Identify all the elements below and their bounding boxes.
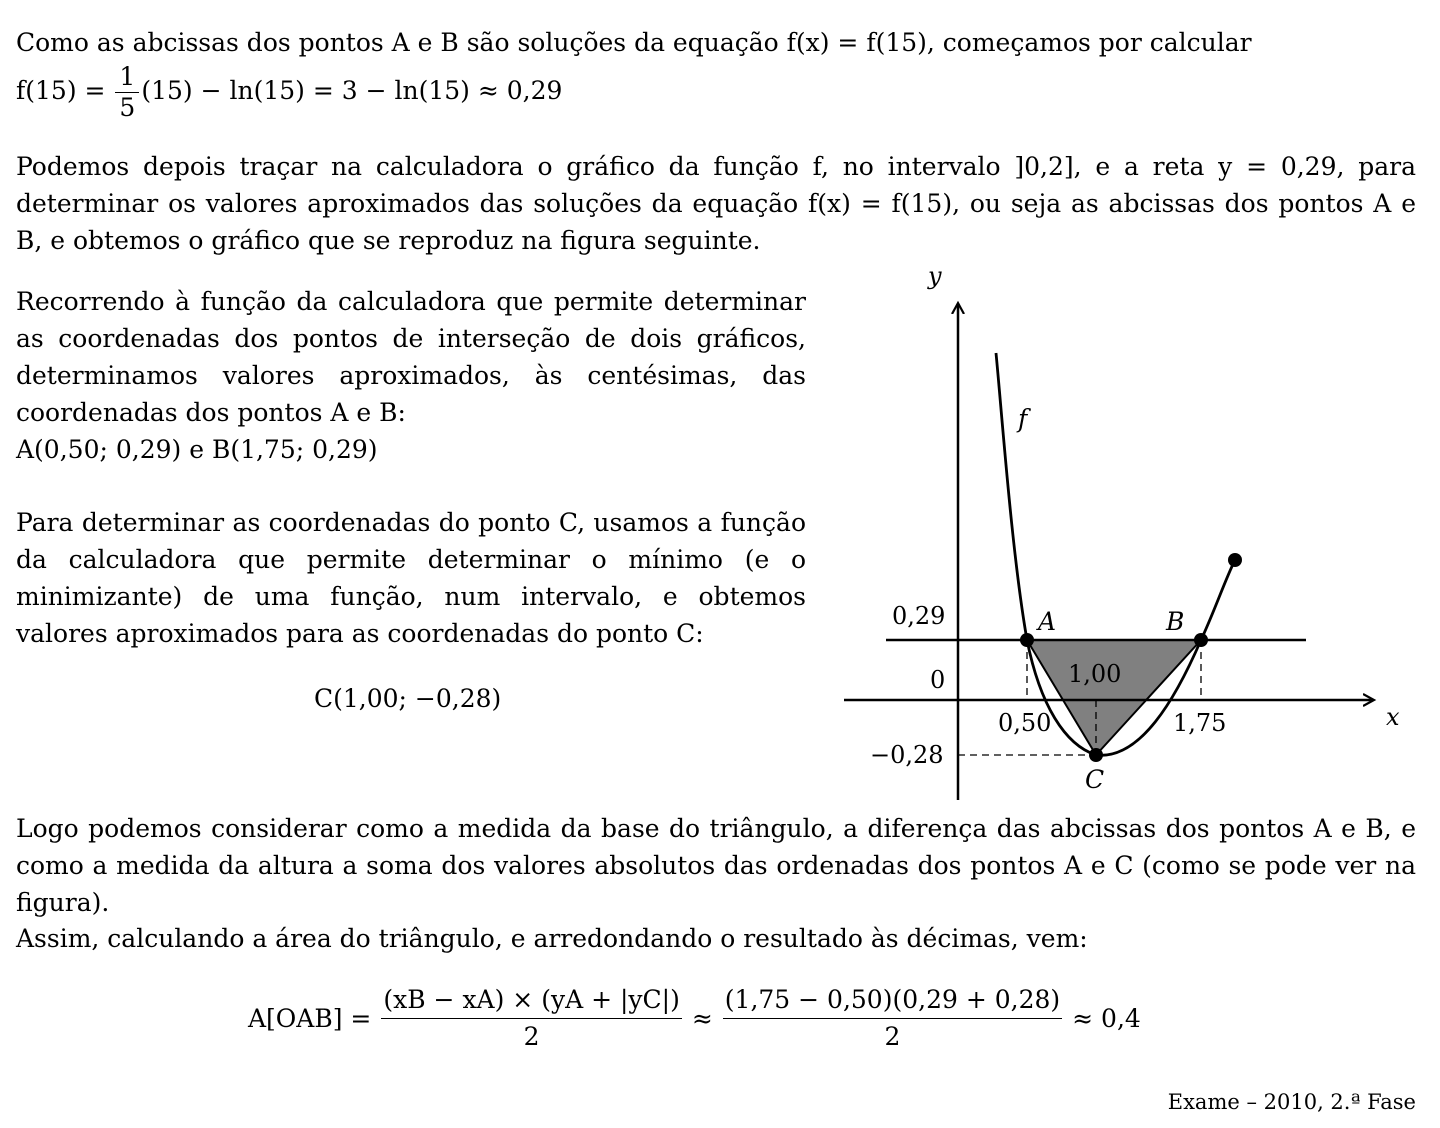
axis-y-label: y xyxy=(928,262,942,290)
point-b xyxy=(1194,633,1208,647)
triangle-abc xyxy=(1027,640,1201,755)
conclusion-paragraph-1: Logo podemos considerar como a medida da base do triângulo, a diferença das abcissas dos pontos A e B, e como a medida da altura a soma dos valores absolutos das ordenadas dos pontos A e C (como se pode ver na figura). xyxy=(16,814,1416,917)
area-frac1-den: 2 xyxy=(523,1022,540,1051)
intro-calculation xyxy=(16,62,562,123)
area-fraction-numeric xyxy=(723,982,1062,1055)
tick-x-100: 1,00 xyxy=(1068,660,1122,688)
tick-x-175: 1,75 xyxy=(1173,709,1227,737)
axis-x-label: x xyxy=(1386,703,1400,731)
area-lhs: A[OAB] = xyxy=(248,1004,372,1033)
tick-x-050: 0,50 xyxy=(998,709,1052,737)
area-frac2-den: 2 xyxy=(884,1022,901,1051)
left-column xyxy=(16,283,806,652)
tick-y-0: 0 xyxy=(930,666,946,694)
area-frac2-num: (1,75 − 0,50)(0,29 + 0,28) xyxy=(723,982,1062,1019)
source-citation: Exame – 2010, 2.ª Fase xyxy=(1167,1090,1416,1114)
label-a: A xyxy=(1038,607,1057,636)
curve-endpoint xyxy=(1228,553,1242,567)
conclusion-paragraph-2: Assim, calculando a área do triângulo, e arredondando o resultado às décimas, vem: xyxy=(16,924,1088,953)
function-label: f xyxy=(1018,404,1028,433)
label-c: C xyxy=(1085,765,1105,794)
tick-y-029: 0,29 xyxy=(892,602,946,630)
label-b: B xyxy=(1166,607,1185,636)
graph-paragraph: Podemos depois traçar na calculadora o gráfico da função f, no intervalo ]0,2], e a reta y = 0,29, para determinar os valores aproximados das soluções da equação f(x) = f(15), ou seja as abcissas dos pontos A e B, e obtemos o gráfico que se reproduz na figura seguinte. xyxy=(16,152,1416,255)
area-result: ≈ 0,4 xyxy=(1072,1004,1141,1033)
intro-sentence: Como as abcissas dos pontos A e B são soluções da equação f(x) = f(15), começamos por calcular xyxy=(16,28,1252,57)
intersection-paragraph: Recorrendo à função da calculadora que permite determinar as coordenadas dos pontos de interseção de dois gráficos, determinamos valores aproximados, às centésimas, das coordenadas dos pontos A e B: xyxy=(16,287,806,427)
calc-fraction xyxy=(115,62,139,123)
intersection-points: A(0,50; 0,29) e B(1,75; 0,29) xyxy=(16,435,378,464)
minimum-paragraph: Para determinar as coordenadas do ponto C, usamos a função da calculadora que permite determinar o mínimo (e o minimizante) de uma função, num intervalo, e obtemos valores aproximados para as coordenadas do ponto C: xyxy=(16,508,806,648)
point-c xyxy=(1089,748,1103,762)
area-formula xyxy=(248,982,1141,1055)
function-graph-figure xyxy=(830,255,1410,805)
area-frac1-num: (xB − xA) × (yA + |yC|) xyxy=(381,982,681,1019)
c-coordinates: C(1,00; −0,28) xyxy=(314,684,502,713)
point-a xyxy=(1020,633,1034,647)
area-fraction-symbolic xyxy=(381,982,681,1055)
calc-lhs: f(15) = xyxy=(16,76,106,105)
calc-rhs: (15) − ln(15) = 3 − ln(15) ≈ 0,29 xyxy=(141,76,563,105)
calc-fraction-den: 5 xyxy=(119,93,136,122)
area-approx-1: ≈ xyxy=(691,1004,713,1033)
tick-y-m028: −0,28 xyxy=(870,741,944,769)
calc-fraction-num: 1 xyxy=(115,62,139,93)
